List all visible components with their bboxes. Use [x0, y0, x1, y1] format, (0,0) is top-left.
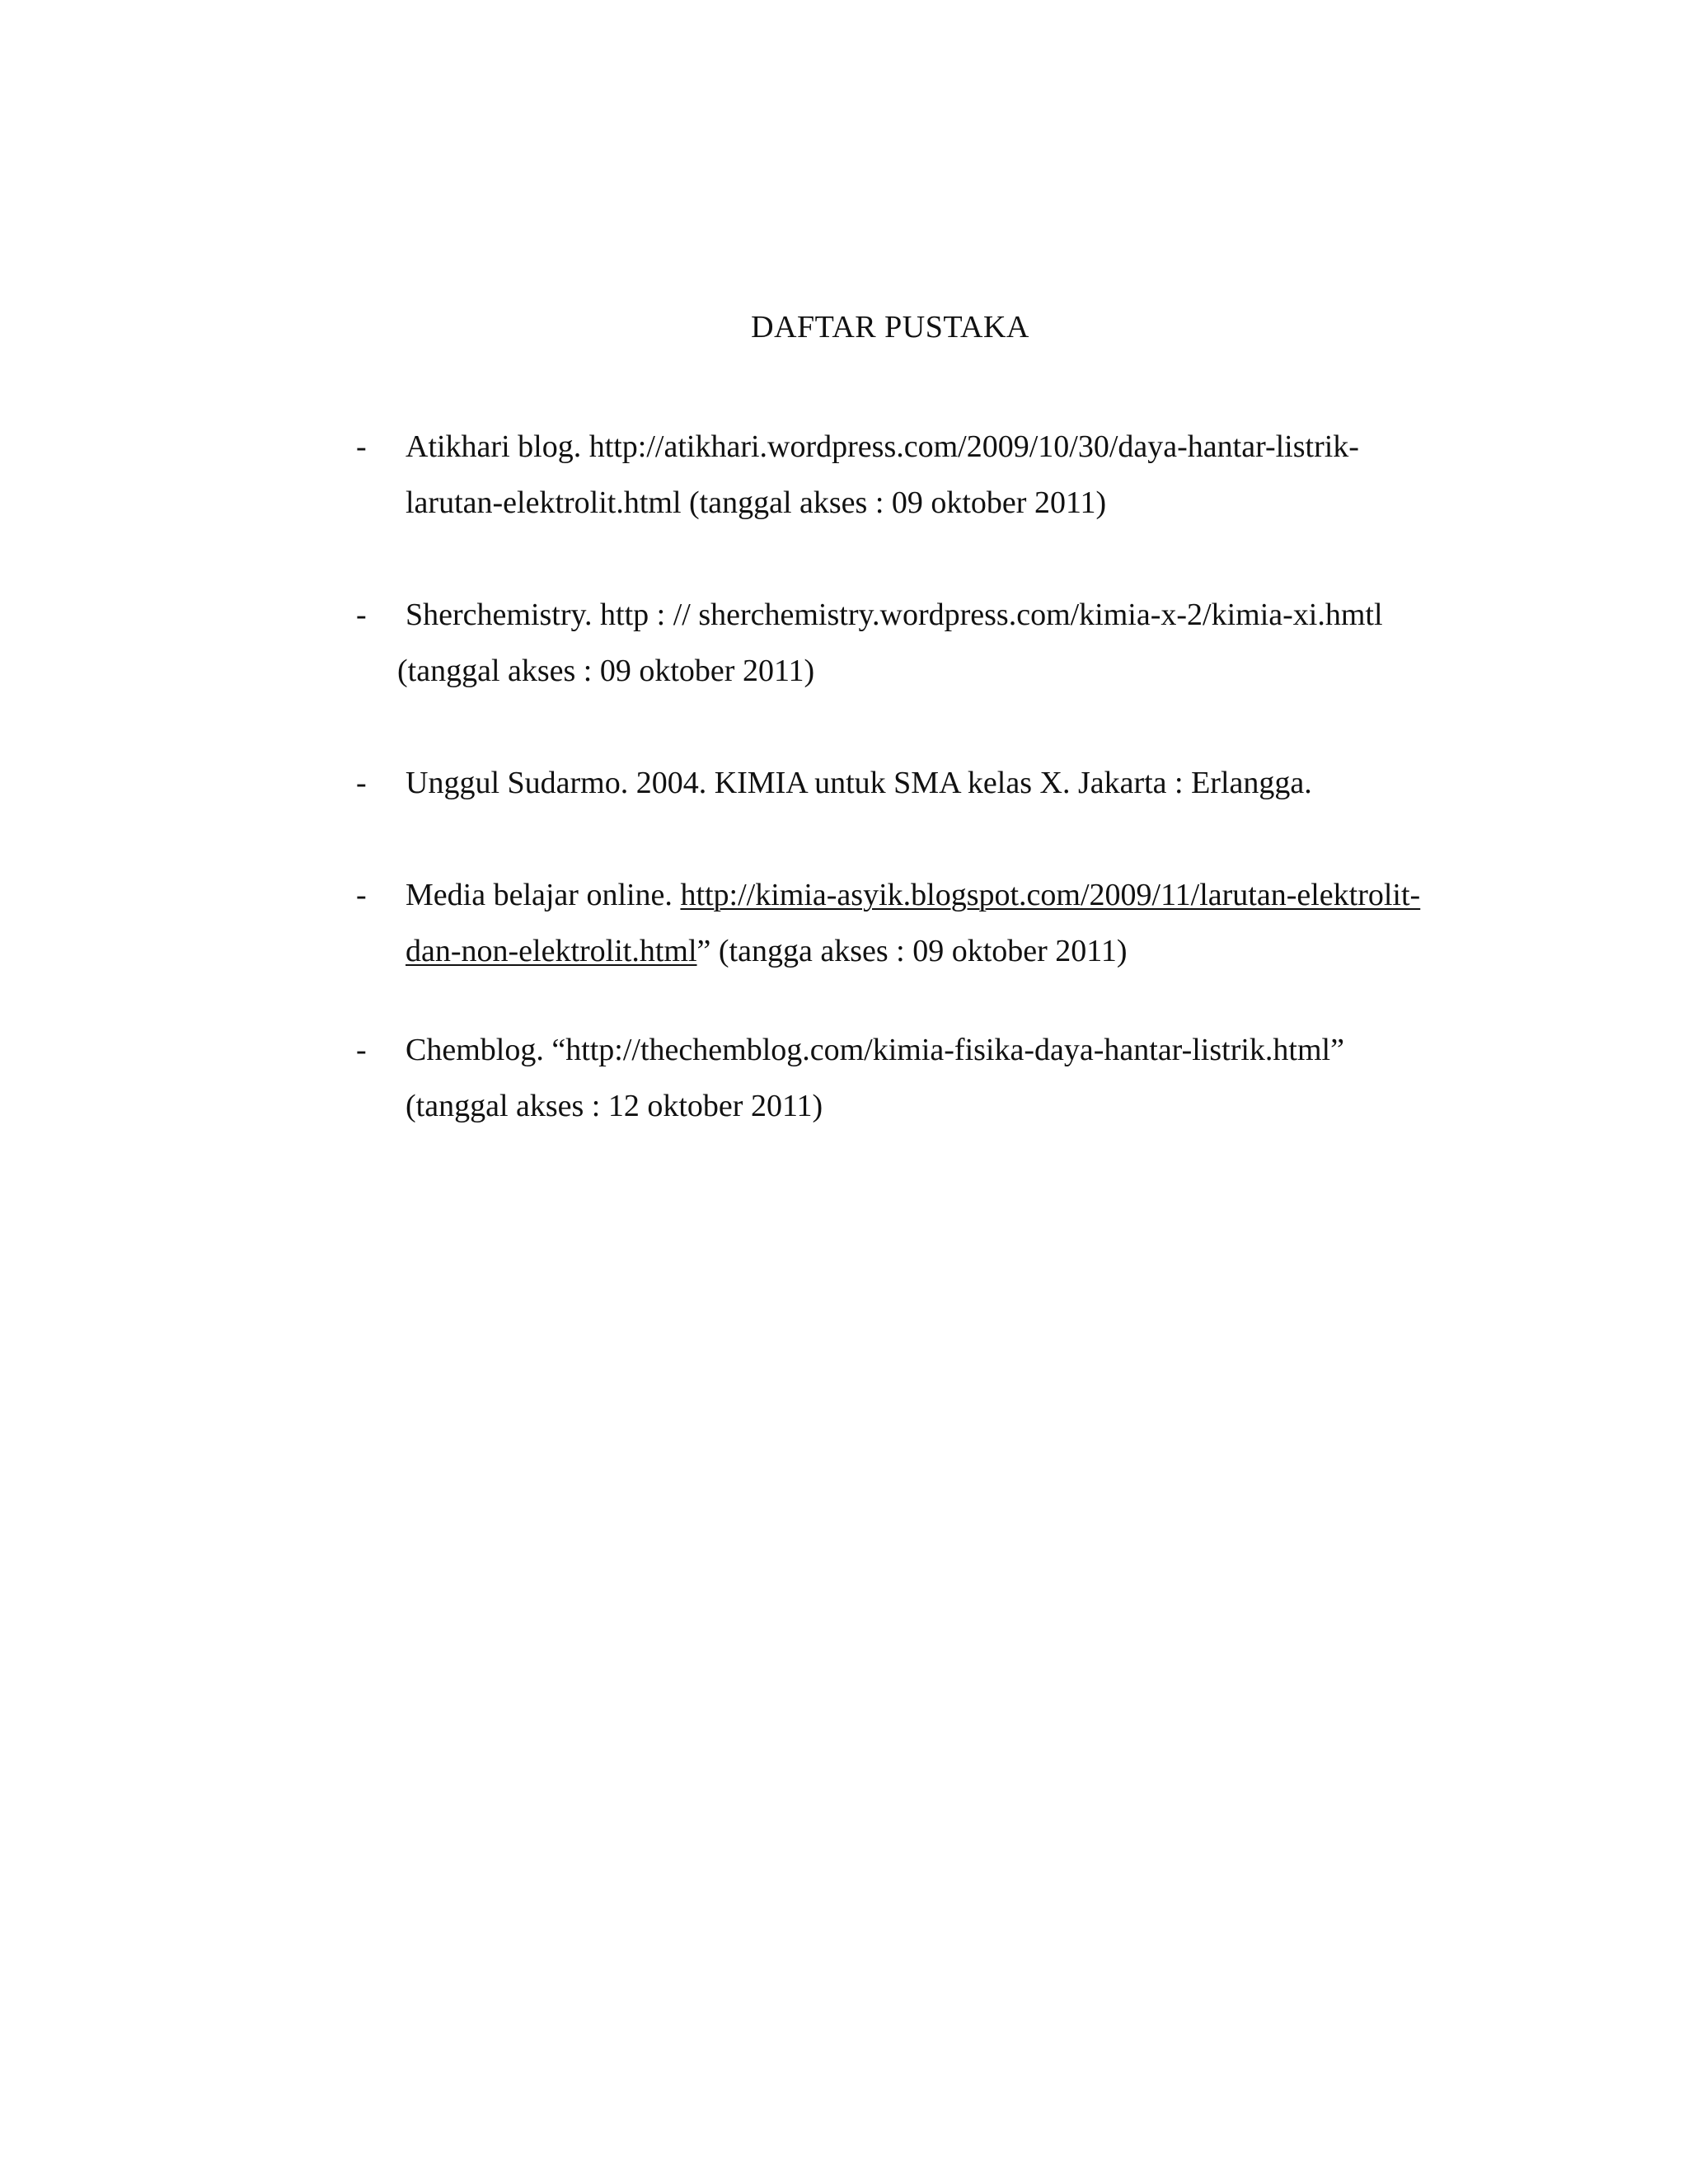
reference-item: [356, 419, 1493, 531]
reference-text: Sherchemistry. http : // sherchemistry.wordpress.com/kimia-x-2/kimia-xi.hmtl: [406, 598, 1383, 632]
reference-text: (tanggal akses : 09 oktober 2011): [397, 654, 815, 688]
page-title: DAFTAR PUSTAKA: [751, 310, 1029, 344]
bullet-dash: -: [356, 598, 367, 632]
reference-text: (tanggal akses : 12 oktober 2011): [406, 1089, 823, 1123]
reference-text: [406, 867, 1493, 923]
reference-item: [356, 587, 1493, 699]
bullet-dash: -: [356, 429, 367, 464]
reference-text: [406, 923, 1493, 979]
reference-item: [356, 755, 1493, 811]
reference-link[interactable]: http://kimia-asyik.blogspot.com/2009/11/larutan-elektrolit-: [680, 878, 1421, 912]
reference-text: larutan-elektrolit.html (tanggal akses : 09 oktober 2011): [406, 485, 1107, 520]
reference-list: [356, 419, 1493, 1134]
reference-link[interactable]: dan-non-elektrolit.html: [406, 934, 697, 968]
bullet-dash: -: [356, 766, 367, 800]
bullet-dash: -: [356, 1033, 367, 1067]
reference-item: [356, 1022, 1493, 1134]
reference-text: Chemblog. “http://thechemblog.com/kimia-fisika-daya-hantar-listrik.html”: [406, 1033, 1344, 1067]
reference-text: Atikhari blog. http://atikhari.wordpress.com/2009/10/30/daya-hantar-listrik-: [406, 429, 1359, 464]
reference-prefix: Media belajar online.: [406, 878, 681, 912]
reference-item: [356, 867, 1493, 979]
reference-suffix: ” (tangga akses : 09 oktober 2011): [696, 934, 1128, 968]
bullet-dash: -: [356, 878, 367, 912]
reference-text: Unggul Sudarmo. 2004. KIMIA untuk SMA kelas X. Jakarta : Erlangga.: [406, 766, 1312, 800]
